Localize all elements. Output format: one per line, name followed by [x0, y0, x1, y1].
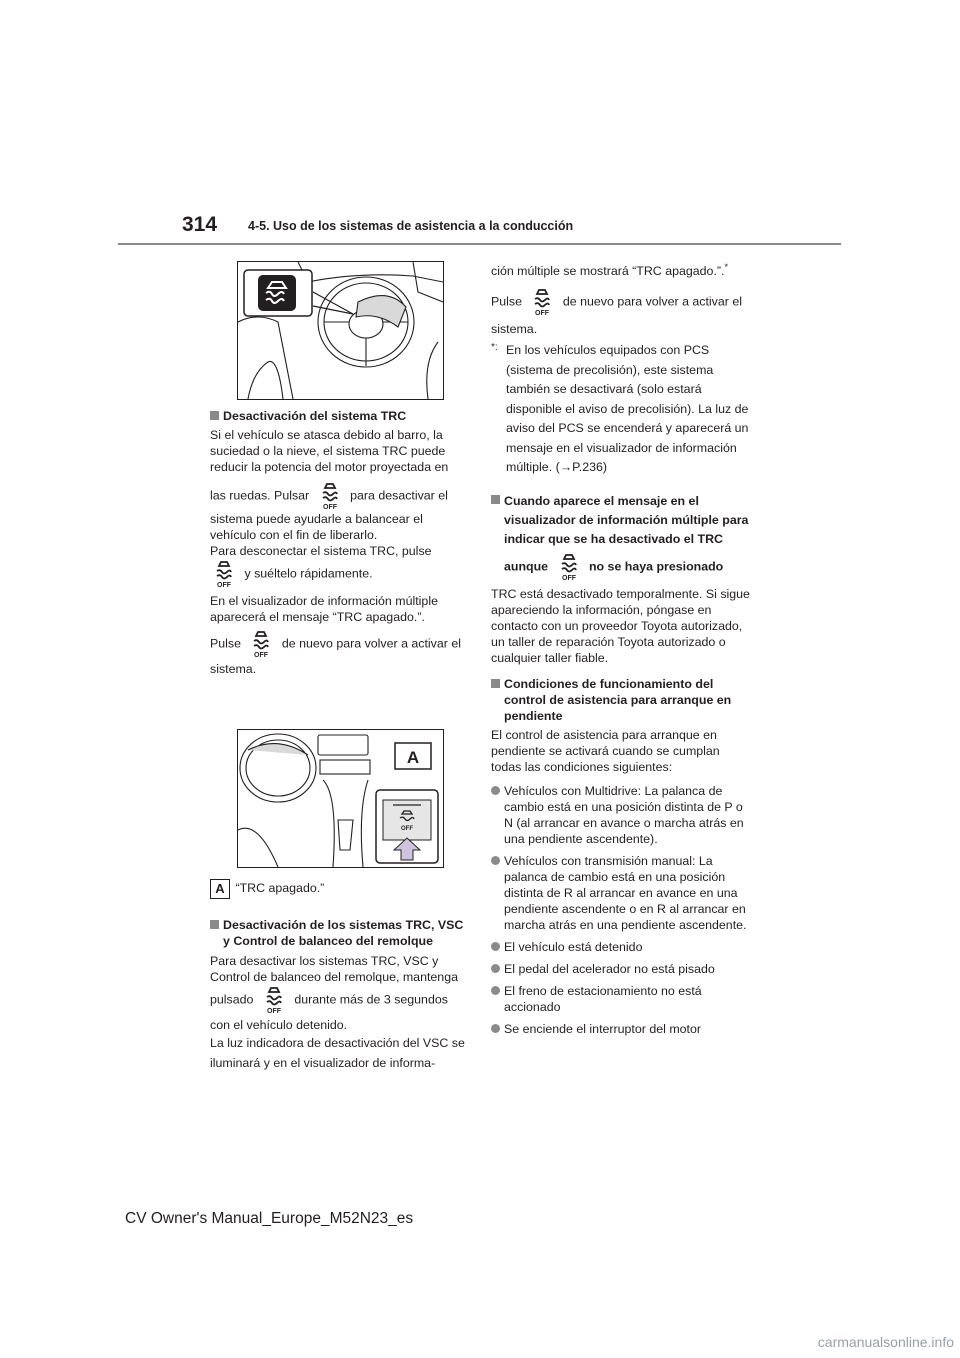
round-bullet-icon	[491, 786, 500, 795]
section-title: 4-5. Uso de los sistemas de asistencia a la conducción	[248, 219, 574, 233]
header-divider	[118, 243, 841, 245]
square-bullet-icon	[210, 411, 219, 420]
square-bullet-icon	[210, 920, 219, 929]
trc-off-icon	[210, 559, 238, 589]
watermark: carmanualsonline.info	[817, 1334, 954, 1350]
paragraph-with-icon: pulsado OFF durante más de 3 segundos	[210, 985, 472, 1015]
round-bullet-icon	[491, 942, 500, 951]
paragraph: TRC está desactivado temporalmente. Si sigue apareciendo la información, póngase en contacto con un proveedor Toyota autorizado, un taller de reparación Toyota autorizado o cualquier taller fiable.	[491, 586, 750, 665]
callout-label: A	[406, 748, 420, 767]
trc-off-icon	[528, 287, 556, 317]
paragraph-with-icon: Pulse OFF de nuevo para volver a activar el	[491, 287, 753, 317]
heading-trc-deactivation: Desactivación del sistema TRC	[210, 408, 472, 424]
trc-off-icon	[555, 552, 583, 582]
right-column	[491, 259, 753, 1043]
svg-text:OFF: OFF	[217, 582, 231, 589]
heading-trc-vsc-deactivation: Desactivación de los sistemas TRC, VSC y Control de balanceo del remolque	[210, 917, 472, 949]
list-item: Vehículos con Multidrive: La palanca de cambio está en una posición distinta de P o N (al arrancar en avance o marcha atrás en una pendiente ascendente).	[491, 783, 753, 847]
paragraph: sistema.	[491, 322, 538, 337]
paragraph: El control de asistencia para arranque en pendiente se activará cuando se cumplan todas las condiciones siguientes:	[491, 727, 720, 774]
paragraph: Para desactivar los sistemas TRC, VSC y Control de balanceo del remolque, mantenga	[210, 954, 458, 984]
heading-hill-start-conditions: Condiciones de funcionamiento del control de asistencia para arranque en pendiente	[491, 676, 753, 724]
svg-text:OFF: OFF	[561, 574, 576, 582]
round-bullet-icon	[491, 1024, 500, 1033]
list-item: Vehículos con transmisión manual: La palanca de cambio está en una posición distinta de R al arrancar en avance en una pendiente ascendente o en R al arrancar en marcha atrás en una pendiente ascendente.	[491, 853, 753, 933]
square-bullet-icon	[491, 679, 500, 688]
paragraph: con el vehículo detenido.	[210, 1018, 348, 1032]
paragraph: sistema puede ayudarle a balancear el vehículo con el fin de liberarlo.	[210, 512, 423, 542]
round-bullet-icon	[491, 964, 500, 973]
heading-with-icon: aunque OFF no se haya presionado	[491, 552, 753, 582]
paragraph-with-icon: las ruedas. Pulsar OFF para desactivar el	[210, 481, 472, 511]
paragraph: En el visualizador de información múltiple aparecerá el mensaje “TRC apagado.”.	[210, 594, 438, 624]
caption-label-box: A	[210, 879, 230, 899]
dashboard-illustration	[238, 262, 443, 399]
console-illustration	[238, 730, 443, 867]
figure-trc-off-switch	[237, 729, 444, 868]
list-item: El freno de estacionamiento no está accionado	[491, 983, 753, 1015]
paragraph: ción múltiple se mostrará “TRC apagado.”.*	[491, 262, 728, 279]
trc-off-icon	[260, 985, 288, 1015]
svg-text:OFF: OFF	[266, 1008, 281, 1015]
trc-off-icon	[316, 481, 344, 511]
paragraph: La luz indicadora de desactivación del VSC se iluminará y en el visualizador de informa-	[210, 1036, 465, 1070]
list-item: Se enciende el interruptor del motor	[491, 1021, 753, 1037]
page-number: 314	[182, 213, 218, 236]
figure-caption	[210, 879, 472, 899]
paragraph: sistema.	[210, 662, 257, 676]
left-column	[210, 404, 472, 677]
figure-dashboard-trc-indicator	[237, 261, 444, 400]
svg-text:OFF: OFF	[254, 652, 269, 659]
square-bullet-icon	[491, 495, 500, 504]
trc-off-icon	[247, 629, 275, 659]
paragraph: Para desconectar el sistema TRC, pulse	[210, 544, 432, 558]
footer-manual-name: CV Owner's Manual_Europe_M52N23_es	[125, 1210, 414, 1227]
round-bullet-icon	[491, 986, 500, 995]
round-bullet-icon	[491, 856, 500, 865]
svg-text:OFF: OFF	[322, 504, 337, 511]
caption-text: “TRC apagado.”	[235, 881, 325, 896]
paragraph-with-icon: OFF y suéltelo rápidamente.	[210, 559, 472, 589]
paragraph: Si el vehículo se atasca debido al barro, la suciedad o la nieve, el sistema TRC puede reducir la potencia del motor proyectada en	[210, 428, 449, 474]
heading-trc-message: Cuando aparece el mensaje en el visualizador de información múltiple para indicar que se ha desactivado el TRC	[491, 492, 753, 549]
list-item: El vehículo está detenido	[491, 939, 753, 955]
list-item: El pedal del acelerador no está pisado	[491, 961, 753, 977]
left-column-lower	[210, 913, 472, 1073]
footnote-marker: *	[724, 262, 728, 272]
paragraph-with-icon: Pulse OFF de nuevo para volver a activar el	[210, 629, 472, 659]
footnote: *: En los vehículos equipados con PCS (sistema de precolisión), este sistema también se desactivará (solo estará disponible el aviso de precolisión). La luz de aviso del PCS se encenderá y aparecerá un mensaje en el visualizador de información múltiple. (→P.236)	[491, 342, 749, 475]
svg-text:OFF: OFF	[535, 310, 550, 318]
svg-text:OFF: OFF	[401, 826, 413, 832]
